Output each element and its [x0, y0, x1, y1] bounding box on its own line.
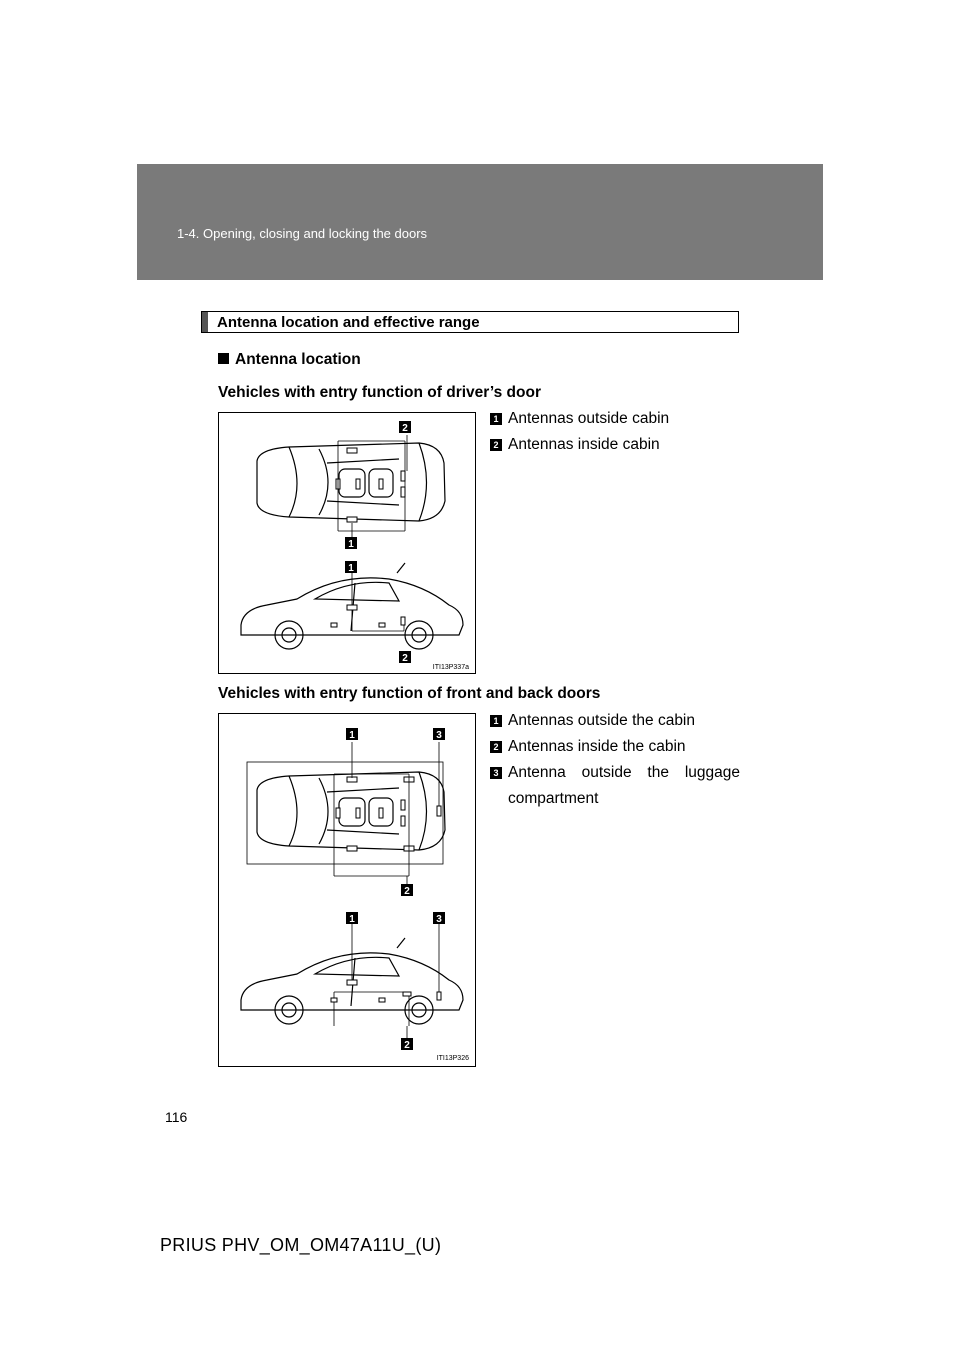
page-number: 116: [165, 1109, 188, 1125]
svg-text:1: 1: [348, 563, 354, 574]
legend-text: Antenna outside the luggage compartment: [508, 764, 740, 807]
legend-item: [490, 734, 740, 760]
number-badge: 2: [490, 741, 502, 753]
legend-variant2: [490, 708, 740, 812]
car-diagram-2: [219, 714, 475, 1066]
number-badge: 3: [490, 767, 502, 779]
chapter-header: [137, 164, 823, 280]
subheading-text: Antenna location: [235, 351, 361, 368]
legend-item: [490, 760, 740, 812]
callout-mid-1b: [345, 561, 357, 574]
figure-front-back-doors: [218, 713, 476, 1067]
number-badge: 1: [490, 413, 502, 425]
figure-code-2: ITI13P326: [436, 1055, 469, 1062]
svg-text:2: 2: [402, 653, 408, 664]
legend-item: [490, 708, 740, 734]
section-title-bar: [202, 312, 208, 332]
chapter-title: 1-4. Opening, closing and locking the doors: [177, 226, 428, 241]
callout-bot-2b: [401, 1038, 413, 1051]
antenna-markers-side: [331, 605, 405, 627]
legend-text: Antennas outside the cabin: [508, 712, 695, 729]
variant1-heading: Vehicles with entry function of driver’s door: [218, 384, 541, 401]
variant2-heading: Vehicles with entry function of front and back doors: [218, 685, 601, 702]
legend-item: [490, 406, 740, 432]
square-bullet-icon: [218, 353, 229, 364]
number-badge: 2: [490, 439, 502, 451]
legend-variant1: [490, 406, 740, 458]
callout-top-1: [346, 728, 358, 741]
legend-text: Antennas inside the cabin: [508, 738, 686, 755]
callout-side-3: [433, 912, 445, 925]
leader-lines-1: [338, 435, 407, 631]
antenna-markers-side-2: [331, 980, 441, 1002]
svg-text:1: 1: [349, 730, 355, 741]
callout-top-2: [399, 421, 411, 434]
svg-text:3: 3: [436, 730, 442, 741]
section-title: Antenna location and effective range: [217, 314, 480, 331]
svg-text:1: 1: [349, 914, 355, 925]
callout-bot-2: [399, 651, 411, 664]
callout-side-1: [346, 912, 358, 925]
svg-text:2: 2: [404, 1040, 410, 1051]
number-badge: 1: [490, 715, 502, 727]
legend-text: Antennas inside cabin: [508, 436, 660, 453]
subheading: [218, 351, 361, 369]
svg-text:2: 2: [404, 886, 410, 897]
section-title-box: [201, 311, 739, 333]
legend-text: Antennas outside cabin: [508, 410, 670, 427]
svg-text:3: 3: [436, 914, 442, 925]
figure-driver-door: [218, 412, 476, 674]
svg-text:1: 1: [348, 539, 354, 550]
car-top-view-2: [257, 772, 445, 850]
document-id: PRIUS PHV_OM_OM47A11U_(U): [160, 1235, 442, 1255]
callout-top-3: [433, 728, 445, 741]
car-diagram-1: [219, 413, 475, 673]
car-top-view: [257, 443, 445, 521]
callout-mid-1a: [345, 537, 357, 550]
figure-code-1: ITI13P337a: [432, 664, 469, 671]
legend-item: [490, 432, 740, 458]
callout-mid-2: [401, 884, 413, 897]
svg-text:2: 2: [402, 423, 408, 434]
